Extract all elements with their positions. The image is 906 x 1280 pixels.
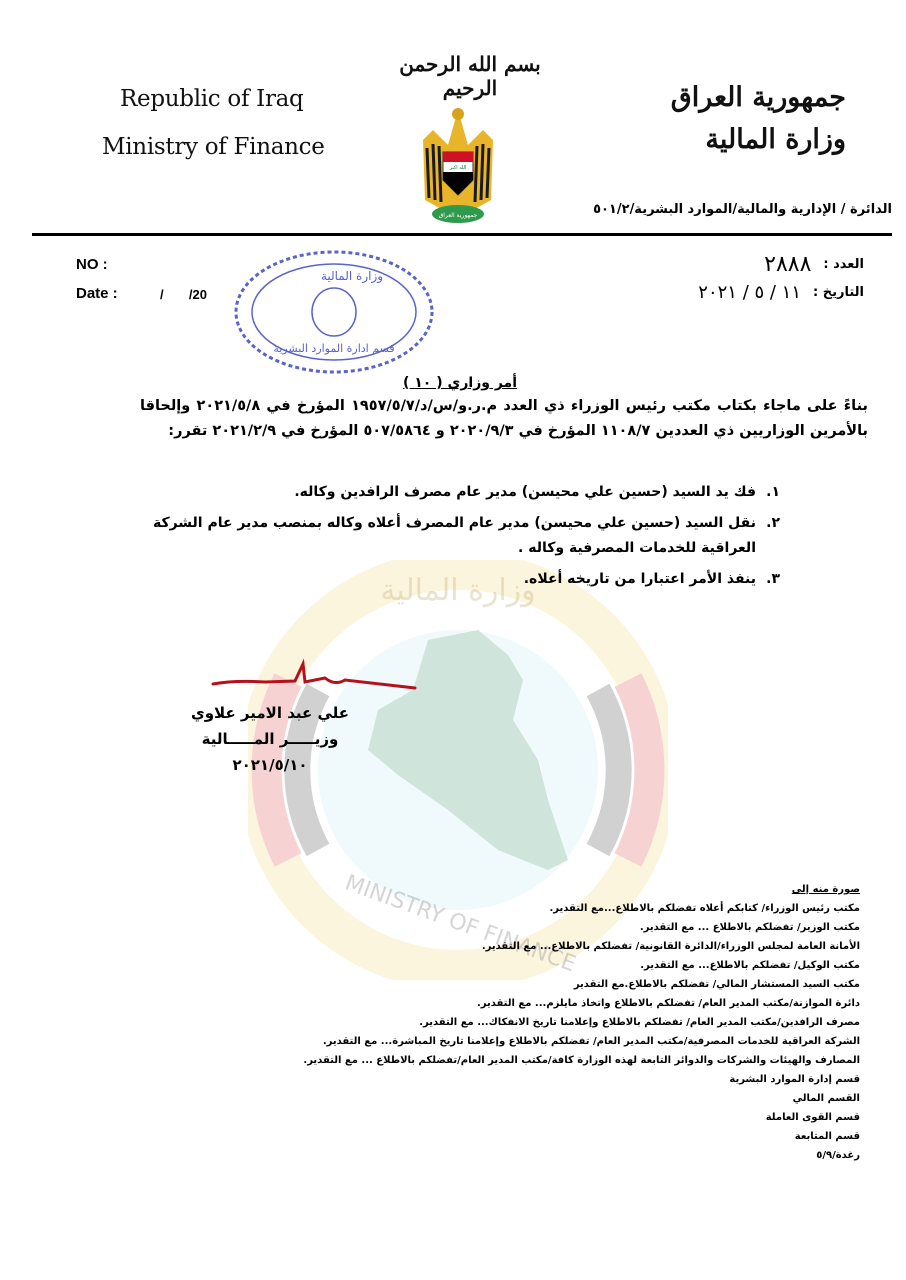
- minister-signature: [205, 658, 420, 694]
- copy-recipient: الأمانة العامة لمجلس الوزراء/الدائرة القانونية/ تفضلكم بالاطلاع... مع التقدير.: [481, 941, 860, 952]
- copy-recipient: مكتب رئيس الوزراء/ كتابكم أعلاه تفضلكم بالاطلاع...مع التقدير.: [549, 903, 860, 914]
- copy-recipient: مصرف الرافدين/مكتب المدير العام/ تفضلكم بالاطلاع وإعلامنا تاريخ الانفكاك... مع التقدير.: [419, 1017, 860, 1028]
- order-item: ٣. ينفذ الأمر اعتبارا من تاريخه أعلاه.: [523, 571, 780, 587]
- basmala: بسم الله الرحمن الرحيم: [399, 52, 541, 100]
- svg-text:الله اكبر: الله اكبر: [449, 165, 467, 171]
- copy-recipient: دائرة الموازنة/مكتب المدير العام/ تفضلكم بالاطلاع واتخاذ مايلزم... مع التقدير.: [476, 998, 860, 1009]
- document-date-handwritten: ١١ / ٥ / ٢٠٢١: [698, 282, 802, 303]
- stamp-bottom-text: قسم ادارة الموارد البشرية: [273, 342, 395, 355]
- copies-heading: صورة منه إلى: [791, 884, 860, 895]
- department-reference: الدائرة / الإدارية والمالية/الموارد البشرية/٥٠١/٢: [593, 202, 892, 217]
- no-label-ar: العدد :: [823, 257, 864, 272]
- order-item: ٢. نقل السيد (حسين علي محيسن) مدير عام المصرف أعلاه وكاله بمنصب مدير عام الشركة العراقية للخدمات المصرفية وكاله .: [152, 515, 780, 556]
- copy-recipient: قسم إدارة الموارد البشرية: [729, 1074, 860, 1085]
- document-number-handwritten: ٢٨٨٨: [764, 252, 812, 277]
- date-label-en: Date :: [76, 285, 118, 302]
- signatory-name: علي عبد الامير علاوي: [190, 704, 349, 722]
- copy-recipient: قسم القوى العاملة: [765, 1112, 860, 1123]
- order-preamble: بناءً على ماجاء بكتاب مكتب رئيس الوزراء ذي العدد م.ر.و/س/د/١٩٥٧/٥/٧ المؤرخ في ٢٠٢١/٥/٨ وإلحاقا بالأمرين الوزاريين ذي العددين ١١٠٨/٧ المؤرخ في ٢٠٢٠/٩/٣ و ٥٠٧/٥٨٦٤ المؤرخ في ٢٠٢١/٢/٩ تقرر:: [140, 398, 868, 439]
- watermark-black-arc-right: [598, 690, 619, 850]
- copies-to-list: [303, 880, 860, 1165]
- watermark-english-text: MINISTRY OF FINANCE: [341, 870, 579, 978]
- typist-initials: رغدة/٥/٩: [816, 1150, 860, 1161]
- order-item: ١. فك يد السيد (حسين علي محيسن) مدير عام مصرف الرافدين وكاله.: [294, 484, 780, 500]
- document-number-row: [764, 252, 864, 277]
- document-date-row: [698, 282, 864, 303]
- copy-recipient: مكتب الوكيل/ تفضلكم بالاطلاع... مع التقدير.: [640, 960, 860, 971]
- header-english-country: Republic of Iraq: [120, 86, 304, 112]
- date-label-ar: التاريخ :: [813, 285, 864, 300]
- watermark-arabic-text: وزارة المالية: [380, 573, 536, 608]
- copy-recipient: القسم المالي: [792, 1093, 860, 1104]
- no-label-en: NO :: [76, 256, 108, 273]
- ministerial-order-title: أمر وزاري ( ١٠ ): [402, 375, 518, 391]
- header-english-ministry: Ministry of Finance: [102, 134, 325, 160]
- signature-date: ٢٠٢١/٥/١٠: [232, 756, 308, 774]
- official-stamp: [232, 248, 437, 376]
- signature-block: [170, 700, 370, 778]
- date-template-en: / /20: [160, 287, 207, 302]
- header-arabic-ministry: وزارة المالية: [705, 124, 846, 155]
- copy-recipient: مكتب الوزير/ تفضلكم بالاطلاع ... مع التقدير.: [639, 922, 860, 933]
- copy-recipient: مكتب السيد المستشار المالي/ تفضلكم بالاطلاع.مع التقدير: [573, 979, 860, 990]
- signatory-title: وزيـــــر المـــــالية: [201, 730, 339, 748]
- iraq-eagle-emblem-icon: [413, 100, 503, 226]
- copy-recipient: الشركة العراقية للخدمات المصرفية/مكتب المدير العام/ تفضلكم بالاطلاع وإعلامنا تاريخ المباشرة... مع التقدير.: [322, 1036, 860, 1047]
- stamp-top-text: وزارة المالية: [320, 269, 384, 283]
- copy-recipient: قسم المتابعة: [794, 1131, 860, 1142]
- header-arabic-country: جمهورية العراق: [670, 82, 846, 113]
- header-divider: [32, 233, 892, 236]
- emblem-banner-text: جمهورية العراق: [438, 212, 478, 219]
- watermark-red-arc-right: [628, 680, 649, 860]
- copy-recipient: المصارف والهيئات والشركات والدوائر التابعة لهذه الوزارة كافة/مكتب المدير العام/تفضلكم بالاطلاع ... مع التقدير.: [303, 1055, 860, 1066]
- order-items: [140, 480, 780, 598]
